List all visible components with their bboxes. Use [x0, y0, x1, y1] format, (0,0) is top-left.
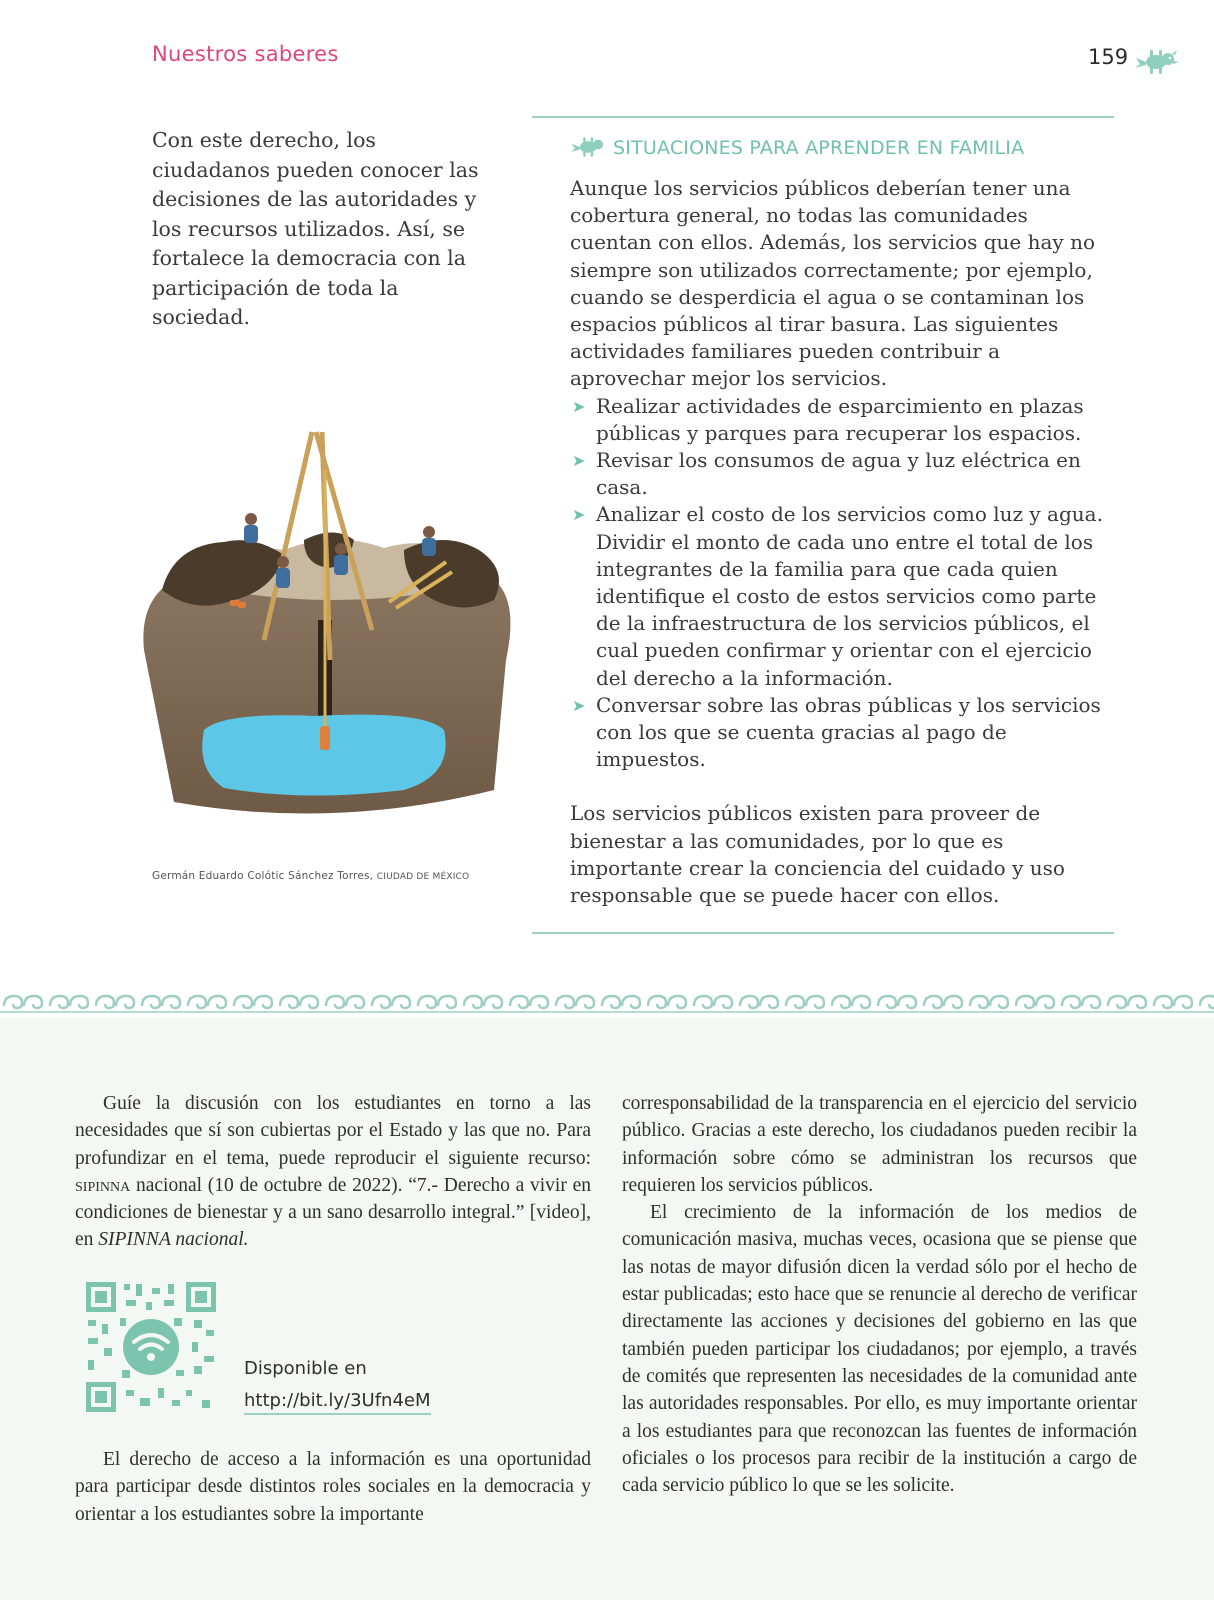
illustration-credit	[152, 870, 469, 882]
credit-place: CIUDAD DE MÉXICO	[376, 872, 470, 882]
bullet-arrow-icon: ➤	[572, 505, 586, 525]
family-box-paragraph: Aunque los servicios públicos deberían tener una cobertura general, no todas las comunidades cuentan con ellos. Además, los servicios que hay no siempre son utilizados correctamente; por ejemplo, cuando se desperdicia el agua o se contaminan los espacios públicos al tirar basura. Las siguientes actividades familiares pueden contribuir a aprovechar mejor los servicios.	[570, 176, 1096, 391]
teacher-notes-left	[75, 1090, 591, 1254]
intro-text	[152, 126, 492, 333]
bullet-arrow-icon: ➤	[572, 451, 586, 471]
family-box-body	[570, 175, 1110, 909]
family-box-closing: Los servicios públicos existen para proveer de bienestar a las comunidades, por lo que es importante crear la conciencia del cuidado y uso responsable que se puede hacer con ellos.	[570, 801, 1065, 908]
list-item: ➤ Analizar el costo de los servicios como luz y agua. Dividir el monto de cada uno entre el total de los integrantes de la familia para que cada quien identifique el costo de estos servicios como parte de la infraestructura de los servicios públicos, el cual pueden confirmar y orientar con el ejercicio del derecho a la información.	[572, 502, 1103, 690]
list-item: ➤ Conversar sobre las obras públicas y los servicios con los que se cuenta gracias al pago de impuestos.	[572, 692, 1101, 772]
box-bottom-rule	[532, 932, 1114, 934]
list-item: ➤ Revisar los consumos de agua y luz eléctrica en casa.	[572, 448, 1081, 500]
activity-list	[570, 393, 1110, 774]
teacher-notes-right	[622, 1090, 1137, 1499]
decorative-border	[0, 988, 1214, 1018]
teacher-notes-left-bottom	[75, 1446, 591, 1528]
available-label: Disponible en	[244, 1358, 367, 1379]
notes-paragraph: corresponsabilidad de la transparencia en el ejercicio del servicio público. Gracias a este derecho, los ciudadanos pueden recibir la información sobre cómo se administran los recursos que requieren los servicios públicos.	[622, 1093, 1137, 1196]
notes-paragraph: El crecimiento de la información de los medios de comunicación masiva, muchas veces, ocasiona que se piense que las notas de mayor difusión dicen la verdad sólo por el hecho de estar publicadas; esto hace que se renuncie al derecho de verificar directamente las acciones y decisiones del gobierno en las que también pueden participar los ciudadanos; por ejemplo, a través de comités que representen las necesidades de la comunidad ante las autoridades responsables. Por ello, es muy importante orientar a los estudiantes para que reconozcan las fuentes de información oficiales o los procesos para recibir de la institución a cargo de cada servicio público lo que se les solicite.	[622, 1202, 1137, 1497]
axolotl-icon	[570, 134, 608, 160]
bullet-arrow-icon: ➤	[572, 396, 586, 416]
resource-link[interactable]: http://bit.ly/3Ufn4eM	[244, 1390, 431, 1415]
family-box-title: SITUACIONES PARA APRENDER EN FAMILIA	[613, 137, 1025, 159]
box-top-rule	[532, 116, 1114, 118]
notes-paragraph: El derecho de acceso a la información es una oportunidad para participar desde distintos roles sociales en la democracia y orientar a los estudiantes sobre la importante	[75, 1449, 591, 1525]
list-item: ➤ Realizar actividades de esparcimiento en plazas públicas y parques para recuperar los espacios.	[572, 393, 1084, 445]
qr-code	[82, 1278, 220, 1416]
section-title: Nuestros saberes	[152, 42, 339, 66]
notes-paragraph: Guíe la discusión con los estudiantes en torno a las necesidades que sí son cubiertas por el Estado y las que no. Para profundizar en el tema, puede reproducir el siguiente recurso: sipinna nacional (10 de octubre de 2022). “7.- Derecho a vivir en condiciones de bienestar y a un sano desarrollo integral.” [video], en SIPINNA nacional.	[75, 1093, 591, 1251]
intro-paragraph: Con este derecho, los ciudadanos pueden conocer las decisiones de las autoridades y los recursos utilizados. Así, se fortalece la democracia con la participación de toda la sociedad.	[152, 128, 479, 329]
well-illustration	[134, 430, 528, 840]
credit-name: Germán Eduardo Colótic Sánchez Torres,	[152, 870, 374, 882]
bullet-arrow-icon: ➤	[572, 695, 586, 715]
axolotl-icon	[1134, 48, 1180, 76]
page-number: 159	[1088, 45, 1129, 69]
